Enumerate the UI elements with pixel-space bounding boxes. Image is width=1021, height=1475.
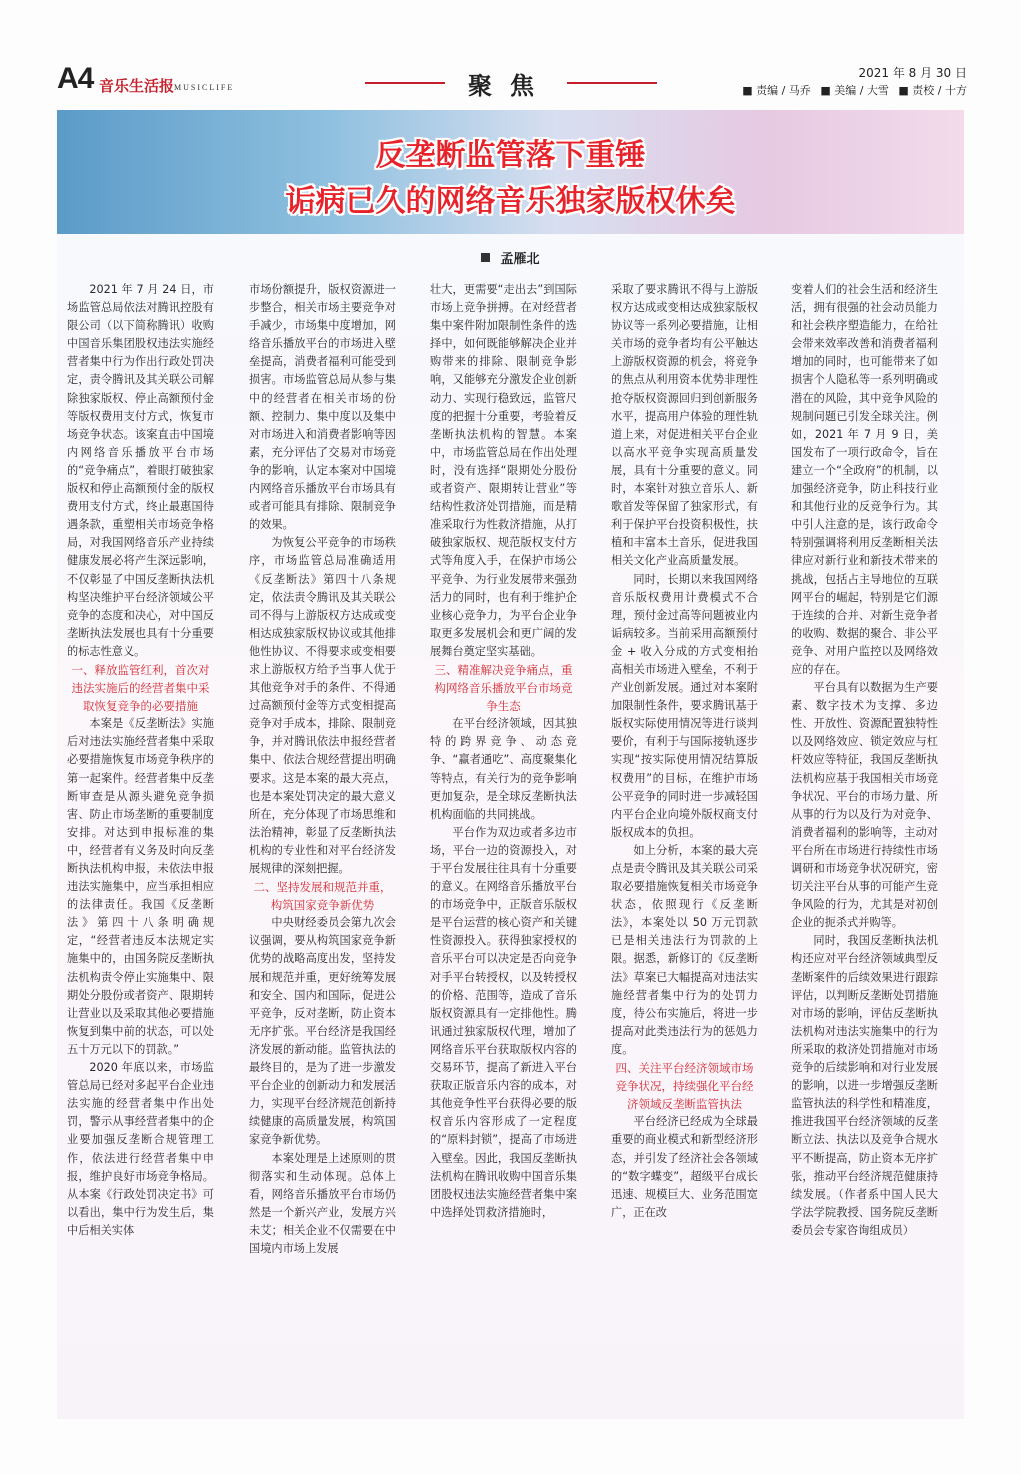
paragraph: 壮大，更需要“走出去”到国际市场上竞争拼搏。在对经营者集中案件附加限制性条件的选择中，如何既能够解决企业并购带来的排除、限制竞争影响，又能够充分激发企业创新动力、实现行稳致远，监管尺度的把握十分重要，考验着反垄断执法机构的智慧。本案中，市场监管总局在作出处理时，没有选择“限期处分股份或者资产、限期转让营业”等结构性救济处罚措施，而是精准采取行为性救济措施，从打破独家版权、规范版权支付方式等角度入手，在保护市场公平竞争、为行业发展带来强劲活力的同时，也有利于维护企业核心竞争力，为平台企业争取更多发展机会和更广阔的发展舞台奠定坚实基础。 xyxy=(430,283,577,658)
paper-english-name: MUSICLIFE xyxy=(174,83,235,92)
paragraph: 同时，我国反垄断执法机构还应对平台经济领域典型反垄断案件的后续效果进行跟踪评估，以判断反垄断处罚措施对市场的影响，评估反垄断执法机构对违法实施集中的行为所采取的救济处罚措施对市场竞争的后续影响和对行业发展的影响，以进一步增强反垄断监管执法的科学性和精准度，推进我国平台经济领域的反垄断立法、执法以及竞争合规水平不断提高，防止资本无序扩张，推动平台经济规范健康持续发展。（作者系中国人民大学法学院教授、国务院反垄断委员会专家咨询组成员） xyxy=(791,934,938,1237)
page-number: A4 xyxy=(57,62,94,95)
paragraph: 2020 年底以来，市场监管总局已经对多起平台企业违法实施的经营者集中作出处罚，警示从事经营者集中的企业要加强反垄断合规管理工作，依法进行经营者集中申报，维护良好市场竞争格局。从本案《行政处罚决定书》可以看出，集中行为发生后，集中后相关实体 xyxy=(67,1061,214,1237)
headline-line-1: 反垄断监管落下重锤 xyxy=(375,138,646,173)
editor-credits xyxy=(742,82,967,98)
paragraph: 本案是《反垄断法》实施后对违法实施经营者集中采取必要措施恢复市场竞争秩序的第一起案件。经营者集中反垄断审查是从源头避免竞争损害、防止市场垄断的重要制度安排。对达到申报标准的集中，经营者有义务及时向反垄断执法机构申报，未依法申报违法实施集中，应当承担相应的法律责任。我国《反垄断法》第四十八条明确规定，“经营者违反本法规定实施集中的，由国务院反垄断执法机构责令停止实施集中、限期处分股份或者资产、限期转让营业以及采取其他必要措施恢复到集中前的状态，可以处五十万元以下的罚款。” xyxy=(67,717,214,1056)
headline-banner xyxy=(57,110,964,234)
section-heading: 二、坚持发展和规范并重，构筑国家竞争新优势 xyxy=(253,880,392,913)
editor-credit: ■ 责编 / 马乔 xyxy=(742,84,811,97)
paragraph: 在平台经济领域，因其独特的跨界竞争、动态竞争、“赢者通吃”、高度聚集化等特点，有关行为的竞争影响更加复杂，是全球反垄断执法机构面临的共同挑战。 xyxy=(430,717,577,821)
headline-line-2: 诟病已久的网络音乐独家版权休矣 xyxy=(285,184,736,219)
paragraph: 采取了要求腾讯不得与上游版权方达成或变相达成独家版权协议等一系列必要措施，让相关市场的竞争者均有公平触达上游版权资源的机会，将竞争的焦点从利用资本优势非理性抢夺版权资源回归到创新服务水平，提高用户体验的理性轨道上来，对促进相关平台企业以高水平竞争实现高质量发展，具有十分重要的意义。同时，本案针对独立音乐人、新歌首发等保留了独家形式，有利于保护平台投资积极性，扶植和丰富本土音乐，促进我国相关文化产业高质量发展。 xyxy=(611,283,758,568)
paragraph: 变着人们的社会生活和经济生活，拥有很强的社会动员能力和社会秩序塑造能力，在给社会带来效率改善和消费者福利增加的同时，也可能带来了如损害个人隐私等一系列明确或潜在的风险，其中竞争风险的规制问题已引发全球关注。例如，2021 年 7 月 9 日，美国发布了一项行政命令，旨在建立一个“全政府”的机制，以加强经济竞争，防止科技行业和其他行业的反竞争行为。其中引人注意的是，该行政命令特别强调将利用反垄断相关法律应对新行业和新技术带来的挑战，包括占主导地位的互联网平台的崛起，特别是它们源于连续的合并、对新生竞争者的收购、数据的聚合、非公平竞争、对用户监控以及网络效应的存在。 xyxy=(791,283,938,676)
paragraph: 平台具有以数据为生产要素、数字技术为支撑、多边性、开放性、资源配置独特性以及网络效应、锁定效应与杠杆效应等特征，我国反垄断执法机构应基于我国相关市场竞争状况、平台的市场力量、所从事的行为以及行为对竞争、消费者福利的影响等，主动对平台所在市场进行持续性市场调研和市场竞争状况研究，密切关注平台从事的可能产生竞争风险的行为，尤其是对初创企业的扼杀式并购等。 xyxy=(791,681,938,930)
section-heading: 四、关注平台经济领域市场竞争状况，持续强化平台经济领域反垄断监管执法 xyxy=(615,1061,754,1112)
paragraph: 中央财经委员会第九次会议强调，要从构筑国家竞争新优势的战略高度出发，坚持发展和规范并重，更好统筹发展和安全、国内和国际，促进公平竞争，反对垄断，防止资本无序扩张。平台经济是我国经济发展的新动能。监管执法的最终目的，是为了进一步激发平台企业的创新动力和发展活力，实现平台经济规范创新持续健康的高质量发展，构筑国家竞争新优势。 xyxy=(249,916,396,1147)
author-name: 孟雁北 xyxy=(500,252,540,267)
article-column-1 xyxy=(67,281,214,1411)
paragraph: 如上分析，本案的最大亮点是责令腾讯及其关联公司采取必要措施恢复相关市场竞争状态，依照现行《反垄断法》，本案处以 50 万元罚款已是相关违法行为罚款的上限。据悉，新修订的《反垄断法》草案已大幅提高对违法实施经营者集中行为的处罚力度，待公布实施后，将进一步提高对此类违法行为的惩処力度。 xyxy=(611,843,758,1056)
paragraph: 同时，长期以来我国网络音乐版权费用计费模式不合理，预付金过高等问题被业内诟病较多。当前采用高额预付金 + 收入分成的方式变相抬高相关市场进入壁垒，不利于产业创新发展。通过对本案附加限制性条件，要求腾讯基于版权实际使用情况等进行谈判要价，有利于与国际接轨逐步实现“按实际使用情况结算版权费用”的目标，在维护市场公平竞争的同时进一步减轻国内平台企业向境外版权商支付版权成本的负担。 xyxy=(611,572,758,839)
section-heading: 三、精准解决竞争痛点，重构网络音乐播放平台市场竞争生态 xyxy=(434,662,573,714)
section-rule-right xyxy=(567,82,657,84)
paper-name: 音乐生活报 xyxy=(99,77,175,95)
paragraph: 本案处理是上述原则的贯彻落实和生动体现。总体上看，网络音乐播放平台市场仍然是一个新兴产业，发展方兴未艾；相关企业不仅需要在中国境内市场上发展 xyxy=(249,1151,396,1255)
paragraph: 平台经济已经成为全球最重要的商业模式和新型经济形态，并引发了经济社会各领域的“数字蝶变”，超级平台成长迅速、规模巨大、业务范围宽广，正在改 xyxy=(611,1115,758,1219)
designer-credit: ■ 美编 / 大雪 xyxy=(820,84,889,97)
paragraph: 平台作为双边或者多边市场，平台一边的资源投入，对于平台发展往往具有十分重要的意义。在网络音乐播放平台的市场竞争中，正版音乐版权是平台运营的核心资产和关键性资源投入。获得独家授权的音乐平台可以决定是否向竞争对手平台转授权，以及转授权的价格、范围等，造成了音乐版权资源具有一定排他性。腾讯通过独家版权代理，增加了网络音乐平台获取版权内容的交易环节，提高了新进入平台获取正版音乐内容的成本，对其他竞争性平台获得必要的版权音乐内容形成了一定程度的“原料封锁”，提高了市场进入壁垒。因此，我国反垄断执法机构在腾讯收购中国音乐集团股权违法实施经营者集中案中选择处罚救济措施时， xyxy=(430,825,577,1219)
section-heading: 一、释放监管红利，首次对违法实施后的经营者集中采取恢复竞争的必要措施 xyxy=(71,662,210,714)
section-name: 聚焦 xyxy=(468,71,552,100)
masthead xyxy=(57,62,967,106)
paragraph: 市场份额提升，版权资源进一步整合，相关市场主要竞争对手减少，市场集中度增加，网络音乐播放平台的市场进入壁垒提高，消费者福利可能受到损害。市场监管总局从参与集中的经营者在相关市场的份额、控制力、集中度以及集中对市场进入和消费者影响等因素，充分评估了交易对市场竞争的影响，认定本案对中国境内网络音乐播放平台市场具有或者可能具有排除、限制竞争的效果。 xyxy=(249,283,396,532)
proofreader-credit: ■ 责校 / 十方 xyxy=(898,84,967,97)
issue-date: 2021 年 8 月 30 日 xyxy=(858,66,967,80)
section-rule-left xyxy=(365,82,445,84)
article-column-2 xyxy=(249,281,396,1411)
paragraph: 为恢复公平竞争的市场秩序，市场监管总局准确适用《反垄断法》第四十八条规定，依法责令腾讯及其关联公司不得与上游版权方达成或变相达成独家版权协议或其他排他性协议、不得要求或变相要求上游版权方给予当事人优于其他竞争对手的条件、不得通过高额预付金等方式变相提高竞争对手成本，排除、限制竞争，并对腾讯依法申报经营者集中、依法合规经营提出明确要求。这是本案的最大亮点，也是本案处罚决定的最大意义所在，充分体现了市场思维和法治精神，彰显了反垄断执法机构的专业性和对平台经济发展规律的深刻把握。 xyxy=(249,536,396,875)
article-column-3 xyxy=(430,281,577,1411)
paragraph: 2021 年 7 月 24 日，市场监管总局依法对腾讯控股有限公司（以下简称腾讯）收购中国音乐集团股权违法实施经营者集中行为作出行政处罚决定，责令腾讯及其关联公司解除独家版权、停止高额预付金等版权费用支付方式，恢复市场竞争状态。该案直击中国境内网络音乐播放平台市场的“竞争痛点”，着眼打破独家版权和停止高额预付金的版权费用支付方式，终止最惠国待遇条款，重塑相关市场竞争格局，对我国网络音乐产业持续健康发展必将产生深远影响，不仅彰显了中国反垄断执法机构坚决维护平台经济领域公平竞争的态度和决心，对中国反垄断执法发展也具有十分重要的标志性意义。 xyxy=(67,283,214,658)
byline xyxy=(0,248,1021,267)
square-bullet-icon xyxy=(481,253,490,262)
article-column-5 xyxy=(791,281,938,1411)
article-column-4 xyxy=(611,281,758,1411)
